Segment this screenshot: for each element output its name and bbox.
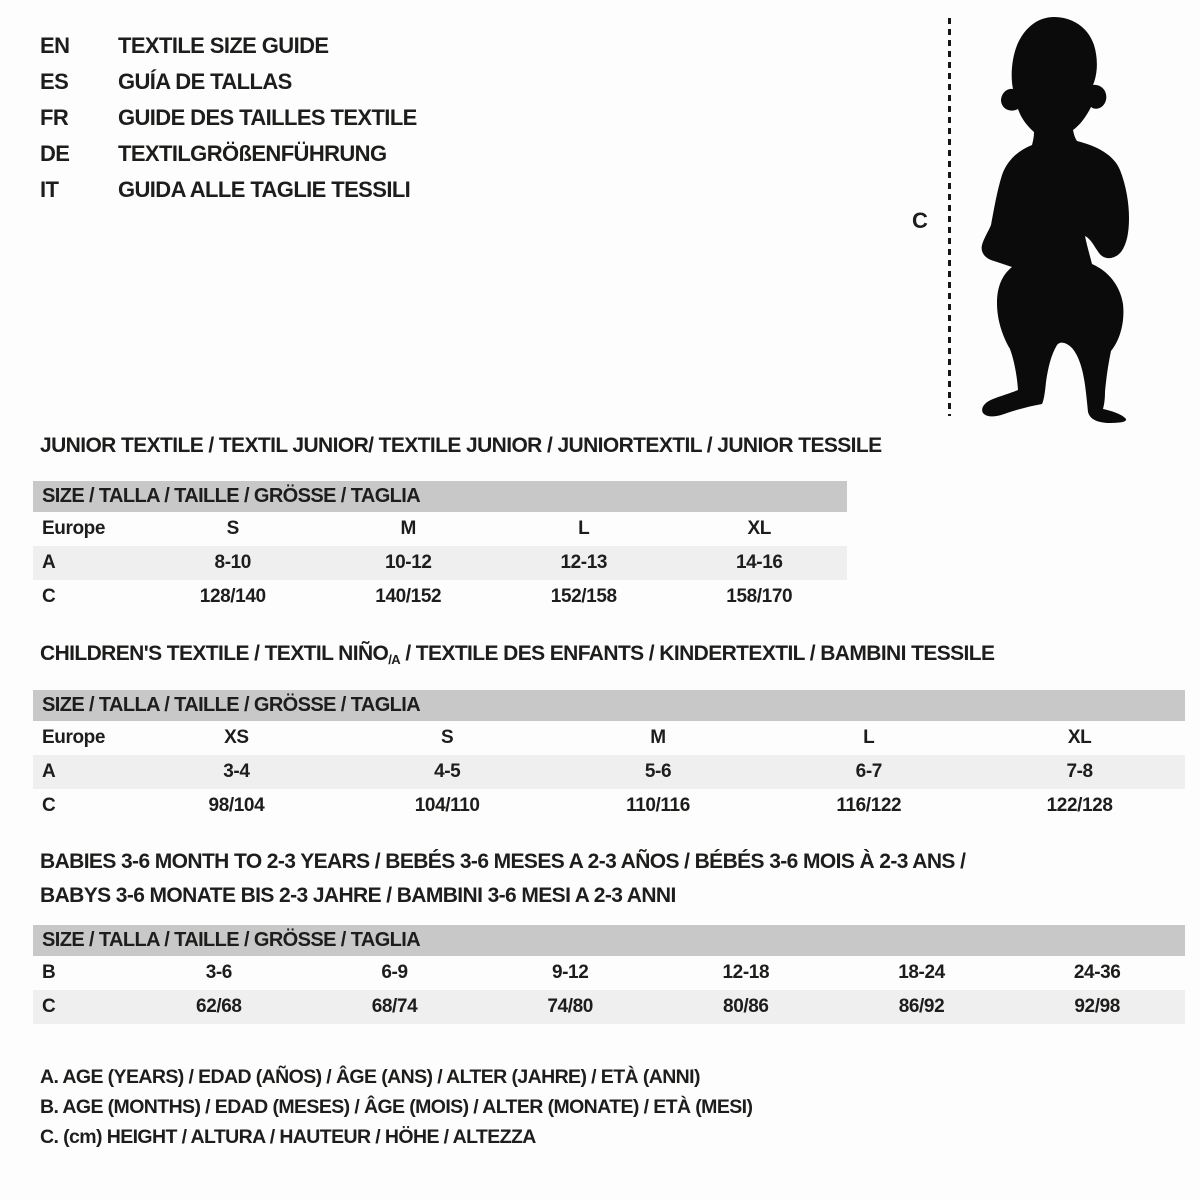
size-cell: 104/110 — [414, 795, 480, 816]
language-row-en — [40, 28, 417, 64]
size-cell: S — [441, 727, 454, 748]
size-cell: 8-10 — [214, 552, 251, 573]
size-cell: M — [650, 727, 666, 748]
size-cell: 14-16 — [735, 552, 783, 573]
size-cell: 68/74 — [371, 996, 418, 1017]
table-row — [33, 755, 1185, 789]
size-cell: 7-8 — [1066, 761, 1093, 782]
table-row — [33, 512, 847, 546]
size-table-header — [33, 925, 1185, 956]
size-cell: 74/80 — [547, 996, 593, 1017]
row-label: B — [42, 962, 56, 983]
size-cell: 140/152 — [375, 586, 442, 607]
babies-heading-text-line1: BABIES 3-6 MONTH TO 2-3 YEARS / BEBÉS 3-6 MESES A 2-3 AÑOS / BÉBÉS 3-6 MOIS À 2-3 ANS / — [40, 850, 966, 873]
size-table-header — [33, 690, 1185, 721]
size-header-text: SIZE / TALLA / TAILLE / GRÖSSE / TAGLIA — [42, 929, 421, 951]
language-row-it — [40, 172, 417, 208]
size-cell: 62/68 — [196, 996, 242, 1017]
row-label: C — [42, 586, 56, 607]
language-title: TEXTILGRÖßENFÜHRUNG — [118, 141, 387, 166]
table-row — [33, 990, 1185, 1024]
size-header-text: SIZE / TALLA / TAILLE / GRÖSSE / TAGLIA — [42, 485, 421, 507]
size-cell: S — [226, 518, 239, 539]
size-cell: 98/104 — [208, 795, 265, 816]
children-size-table — [33, 690, 1185, 823]
size-table-header — [33, 481, 847, 512]
language-title: GUÍA DE TALLAS — [118, 69, 292, 94]
language-code: DE — [40, 141, 70, 166]
junior-size-table — [33, 481, 847, 614]
children-section-heading — [40, 642, 994, 666]
table-row — [33, 546, 847, 580]
size-cell: XS — [224, 727, 249, 748]
language-row-es — [40, 64, 417, 100]
size-cell: 4-5 — [434, 761, 461, 782]
size-cell: 3-6 — [205, 962, 232, 983]
size-cell: XL — [747, 518, 771, 539]
table-row — [33, 956, 1185, 990]
children-heading-text-cont: / TEXTILE DES ENFANTS / KINDERTEXTIL / BAMBINI TESSILE — [400, 642, 995, 665]
size-cell: 10-12 — [384, 552, 432, 573]
size-cell: 5-6 — [644, 761, 672, 782]
language-row-fr — [40, 100, 417, 136]
table-row — [33, 580, 847, 614]
row-label: Europe — [42, 518, 106, 539]
language-code: FR — [40, 105, 69, 130]
language-title: TEXTILE SIZE GUIDE — [118, 33, 329, 58]
height-measure-label: C — [912, 208, 928, 233]
language-code: IT — [40, 177, 59, 202]
row-label: C — [42, 795, 56, 816]
size-cell: 9-12 — [551, 962, 589, 983]
size-cell: 3-4 — [223, 761, 250, 782]
language-code: ES — [40, 69, 69, 94]
size-cell: 18-24 — [898, 962, 945, 983]
row-label: A — [42, 552, 56, 573]
language-title: GUIDE DES TAILLES TEXTILE — [118, 105, 417, 130]
size-cell: 80/86 — [723, 996, 769, 1017]
language-title: GUIDA ALLE TAGLIE TESSILI — [118, 177, 411, 202]
size-cell: 158/170 — [726, 586, 793, 607]
size-cell: L — [578, 518, 590, 539]
size-cell: 110/116 — [626, 795, 690, 816]
size-cell: 92/98 — [1074, 996, 1120, 1017]
language-title-list — [40, 28, 417, 208]
babies-size-table — [33, 925, 1185, 1024]
babies-section-heading-line1 — [40, 850, 965, 874]
measurement-legend — [40, 1062, 752, 1152]
babies-heading-text-line2: BABYS 3-6 MONATE BIS 2-3 JAHRE / BAMBINI 3-6 MESI A 2-3 ANNI — [40, 884, 676, 907]
row-label: C — [42, 996, 56, 1017]
size-cell: 12-18 — [722, 962, 770, 983]
size-cell: L — [863, 727, 875, 748]
junior-heading-text: JUNIOR TEXTILE / TEXTIL JUNIOR/ TEXTILE JUNIOR / JUNIORTEXTIL / JUNIOR TESSILE — [40, 434, 882, 457]
size-cell: 86/92 — [898, 996, 945, 1017]
size-cell: 152/158 — [550, 586, 617, 607]
legend-line-c: C. (cm) HEIGHT / ALTURA / HAUTEUR / HÖHE / ALTEZZA — [40, 1125, 536, 1148]
size-header-text: SIZE / TALLA / TAILLE / GRÖSSE / TAGLIA — [42, 694, 421, 716]
language-code: EN — [40, 33, 70, 58]
size-cell: 24-36 — [1073, 962, 1121, 983]
size-cell: M — [400, 518, 416, 539]
table-row — [33, 789, 1185, 823]
junior-section-heading — [40, 434, 882, 458]
children-heading-text: CHILDREN'S TEXTILE / TEXTIL NIÑO — [40, 642, 389, 665]
row-label: Europe — [42, 727, 106, 748]
legend-line-b: B. AGE (MONTHS) / EDAD (MESES) / ÂGE (MOIS) / ALTER (MONATE) / ETÀ (MESI) — [40, 1095, 753, 1118]
toddler-silhouette-image — [962, 12, 1142, 424]
row-label: A — [42, 761, 56, 782]
size-cell: 128/140 — [199, 586, 266, 607]
size-cell: 122/128 — [1046, 795, 1113, 816]
table-row — [33, 721, 1185, 755]
size-cell: XL — [1067, 727, 1092, 748]
size-cell: 6-9 — [381, 962, 408, 983]
size-cell: 116/122 — [836, 795, 902, 816]
size-cell: 12-13 — [560, 552, 608, 573]
babies-section-heading-line2 — [40, 884, 676, 908]
legend-line-a: A. AGE (YEARS) / EDAD (AÑOS) / ÂGE (ANS) / ALTER (JAHRE) / ETÀ (ANNI) — [40, 1065, 700, 1088]
height-dashed-line — [948, 18, 951, 416]
language-row-de — [40, 136, 417, 172]
size-cell: 6-7 — [855, 761, 882, 782]
children-heading-subscript: /A — [388, 652, 401, 667]
